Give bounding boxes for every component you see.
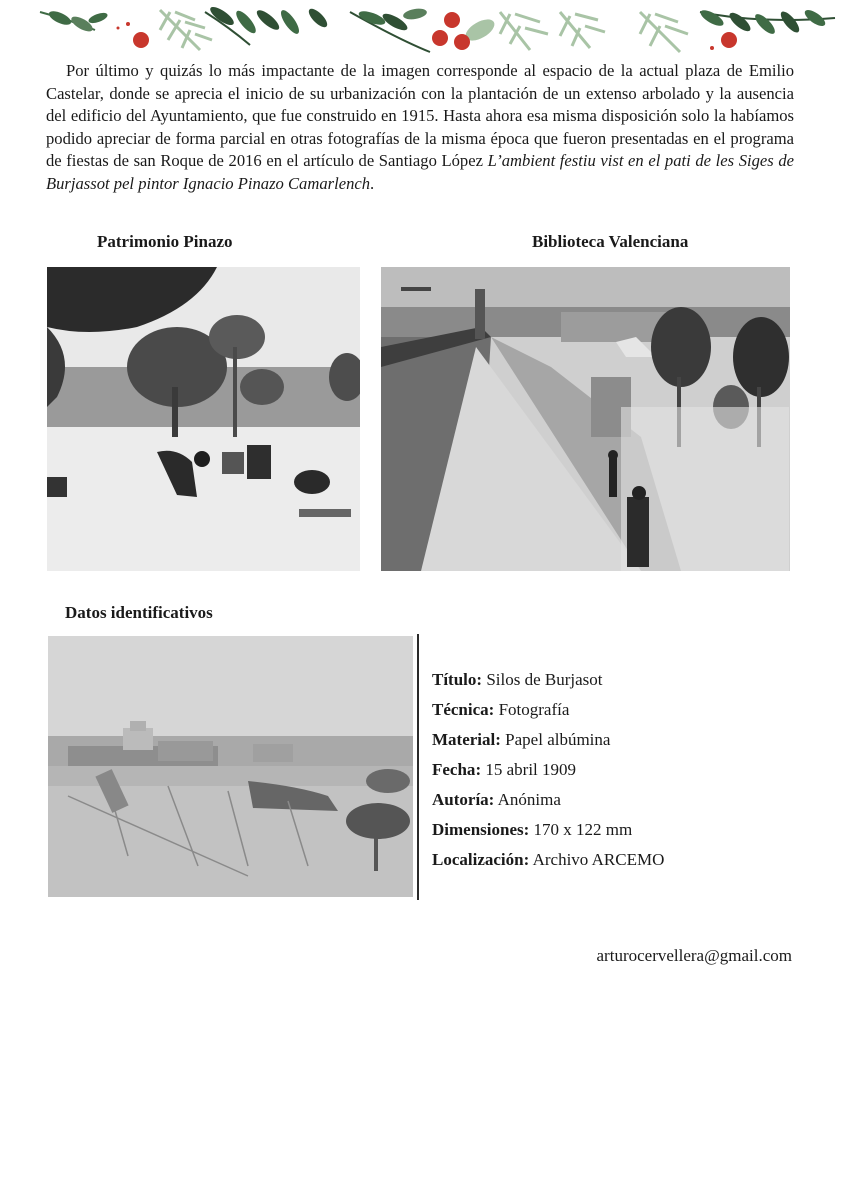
meta-label: Fecha	[432, 760, 476, 779]
leaf-cluster-right	[640, 7, 835, 52]
leaf-cluster-left	[40, 4, 330, 50]
intro-italic-title: L’ambient festiu vist en el pati de les Siges de Burjassot pel pintor Ignacio Pinazo Camarlench	[46, 151, 795, 193]
identification-list	[432, 665, 664, 875]
meta-value: 170 x 122 mm	[533, 820, 633, 839]
foliage-banner	[0, 0, 851, 60]
meta-row-tecnica: Técnica: Fotografía	[432, 700, 570, 719]
meta-row-fecha: Fecha: 15 abril 1909	[432, 760, 577, 779]
meta-value: Anónima	[497, 790, 561, 809]
meta-value: Papel albúmina	[505, 730, 611, 749]
author-email[interactable]: arturocervellera@gmail.com	[596, 946, 792, 965]
berries-right	[710, 32, 737, 50]
right-photo-caption: Biblioteca Valenciana	[532, 232, 689, 251]
berries-left	[117, 22, 150, 48]
intro-paragraph	[46, 60, 794, 196]
intro-end: .	[370, 173, 375, 193]
meta-label: Autoría	[432, 790, 489, 809]
meta-value: 15 abril 1909	[485, 760, 577, 779]
meta-label: Título	[432, 670, 477, 689]
meta-row-autoria: Autoría: Anónima	[432, 790, 561, 809]
photo-biblioteca-valenciana	[381, 267, 790, 571]
meta-value: Fotografía	[498, 700, 570, 719]
meta-label: Técnica	[432, 700, 489, 719]
meta-label: Localización	[432, 850, 524, 869]
meta-row-titulo: Título: Silos de Burjasot	[432, 670, 603, 689]
meta-row-dimensiones: Dimensiones: 170 x 122 mm	[432, 820, 633, 839]
meta-label: Material	[432, 730, 496, 749]
section-title-datos: Datos identificativos	[65, 603, 213, 622]
photo-patrimonio-pinazo	[47, 267, 360, 571]
photo-silos-de-burjasot	[48, 636, 413, 897]
meta-row-localizacion: Localización: Archivo ARCEMO	[432, 850, 665, 869]
left-photo-caption: Patrimonio Pinazo	[97, 232, 233, 251]
meta-label: Dimensiones	[432, 820, 524, 839]
berries-center	[432, 12, 470, 50]
leaf-cluster-center	[350, 7, 605, 52]
meta-row-material: Material: Papel albúmina	[432, 730, 611, 749]
vertical-divider	[417, 634, 419, 900]
intro-text: Por último y quizás lo más impactante de la imagen corresponde al espacio de la actual plaza de Emilio Castelar, donde se aprecia el inicio de su urbanización con la plantación de un extenso arbolado y la ausencia del edificio del Ayuntamiento, que fue construido en 1915. Hasta ahora esa misma disposición solo la habíamos podido apreciar de forma parcial en otras fotografías de la misma época que fueron presentadas en el programa de fiestas de san Roque de 2016 en el artículo de Santiago López	[46, 61, 794, 171]
meta-value: Archivo ARCEMO	[532, 850, 665, 869]
meta-value: Silos de Burjasot	[486, 670, 603, 689]
